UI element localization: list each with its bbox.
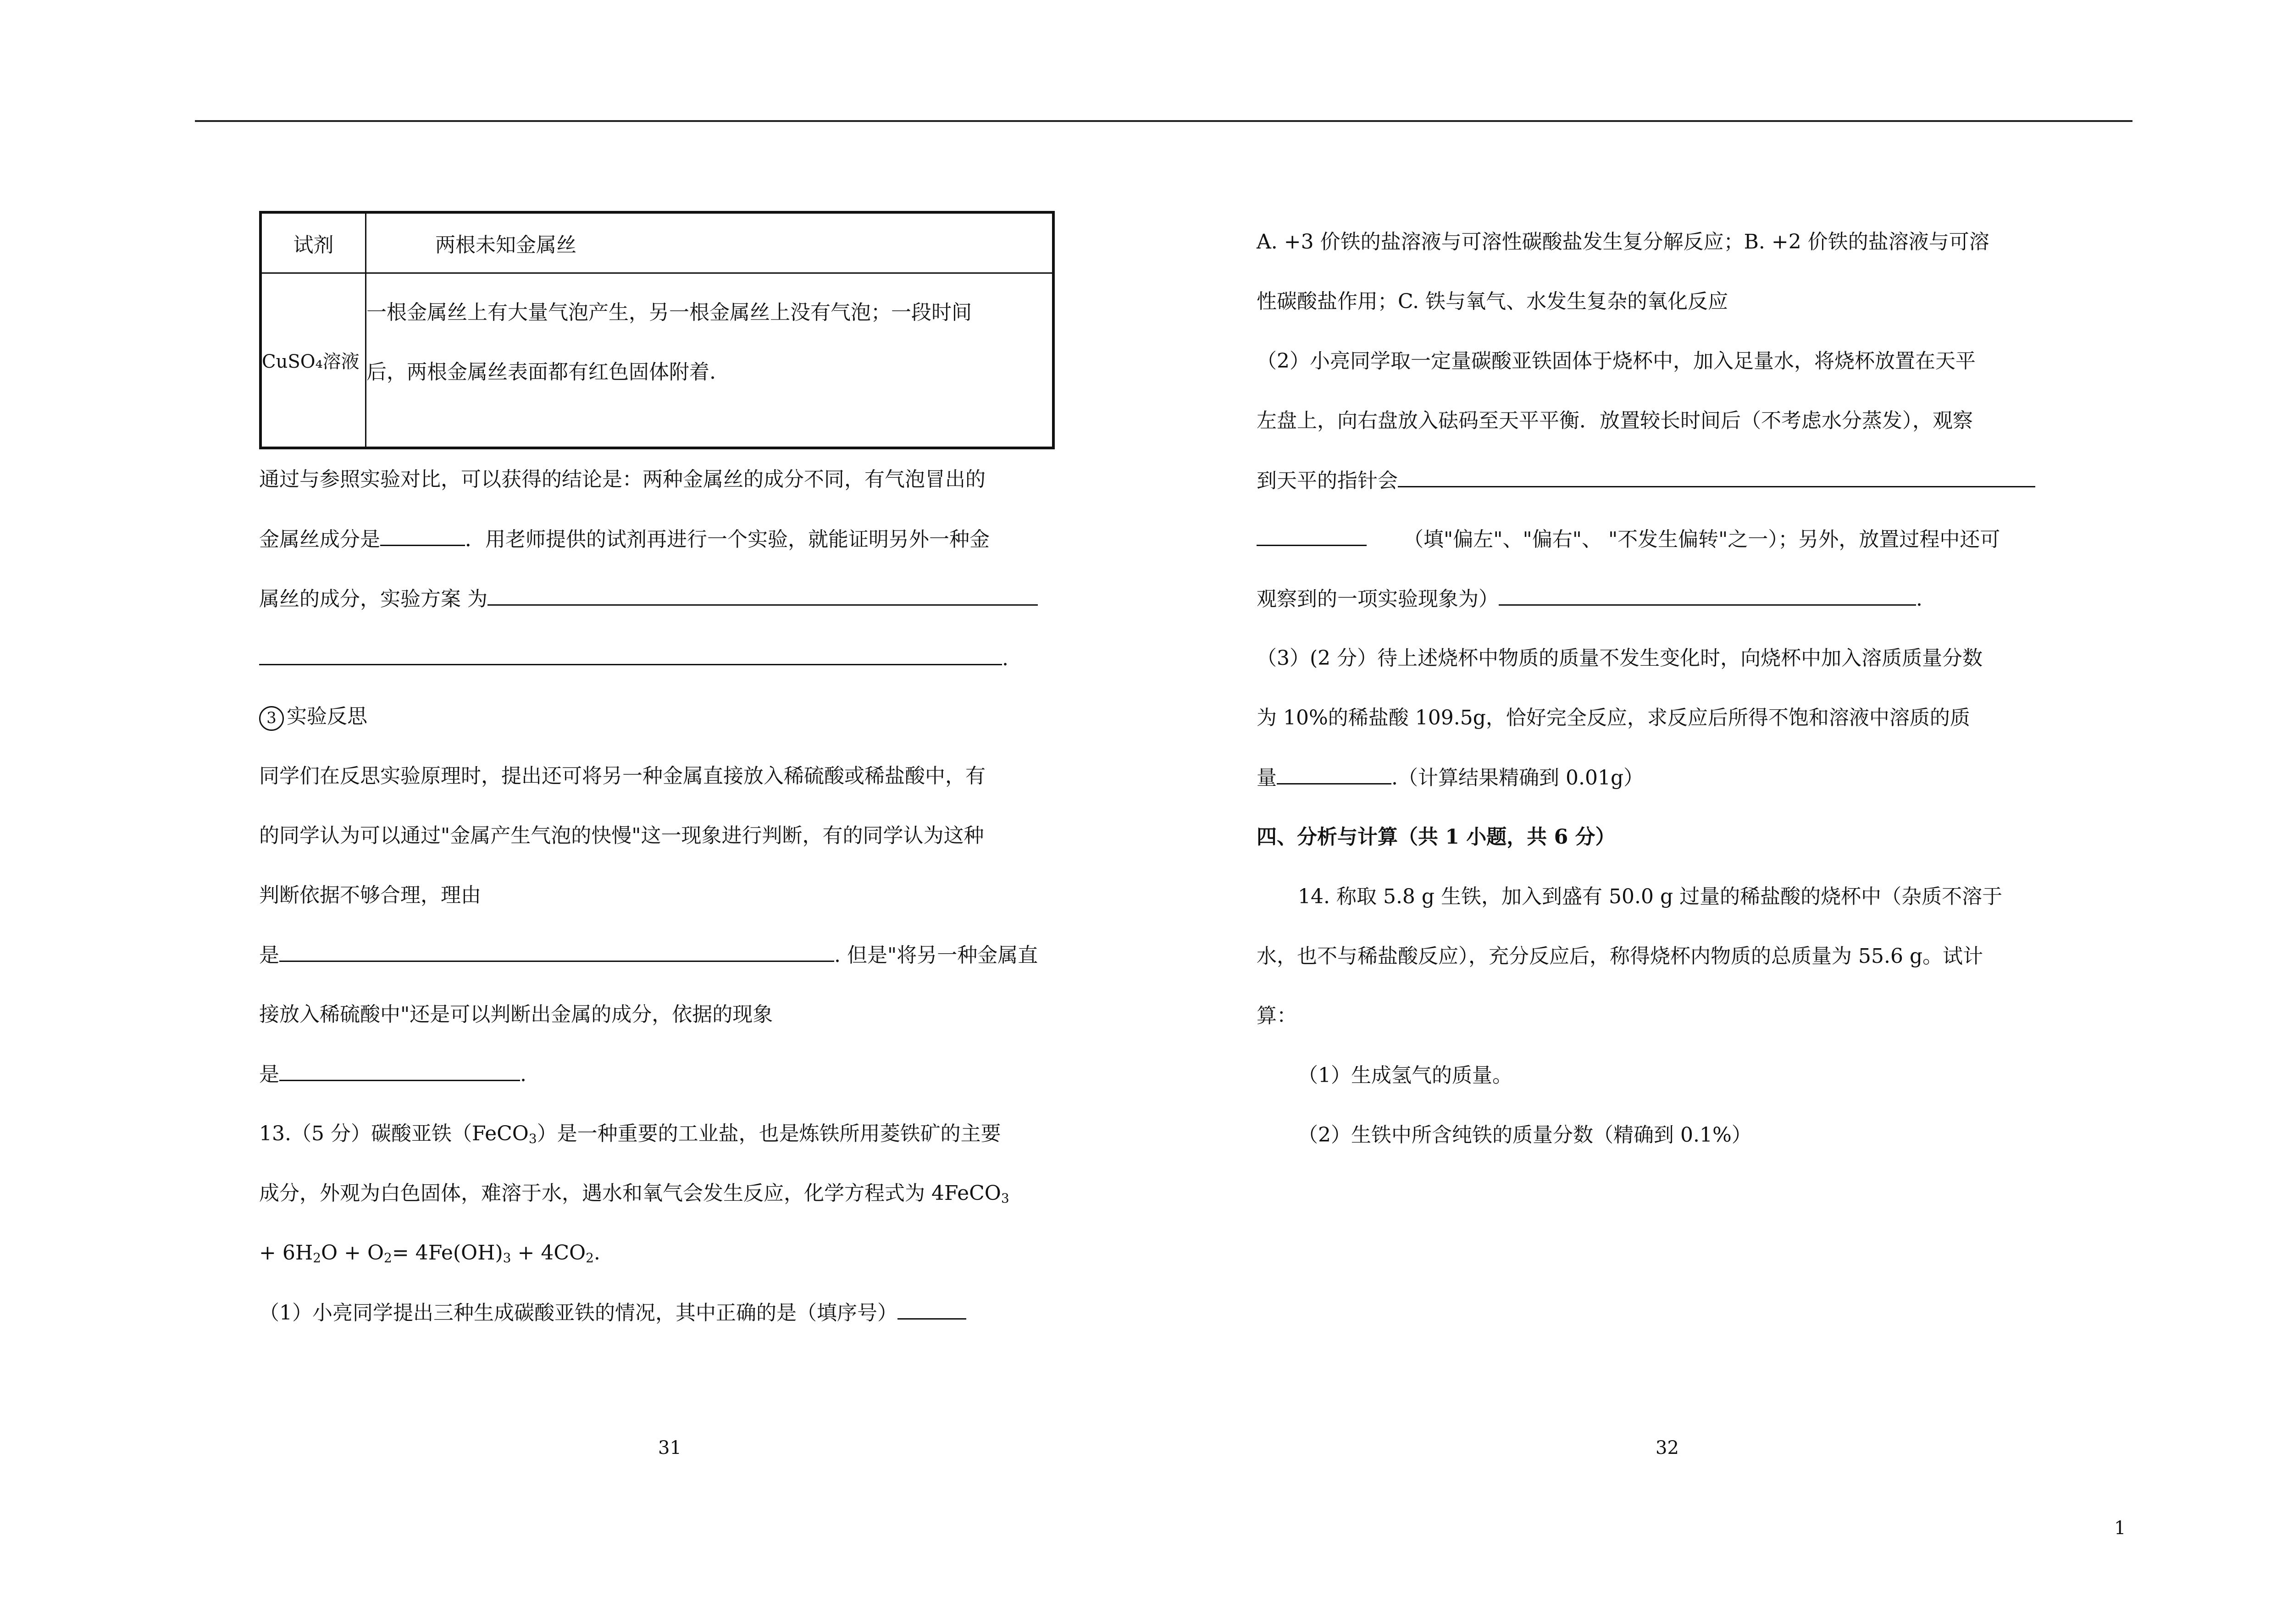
q13-part-a: 13.（5 分）碳酸亚铁（FeCO	[259, 1122, 529, 1145]
right-line-1: A. +3 价铁的盐溶液与可溶性碳酸盐发生复分解反应；B. +2 价铁的盐溶液与可溶	[1257, 230, 1989, 254]
question-14-2: （2）生铁中所含纯铁的质量分数（精确到 0.1%）	[1298, 1123, 1752, 1147]
right-line-5-text: 到天平的指针会	[1257, 469, 1398, 492]
table-header-wires	[366, 212, 1054, 273]
chemical-equation	[259, 1240, 600, 1271]
answer-blank-pointer[interactable]	[1398, 468, 2035, 487]
answer-blank-pointer-cont[interactable]	[1257, 526, 1367, 546]
answer-blank-metal[interactable]	[380, 526, 465, 546]
eq-sub-2c: 2	[586, 1250, 594, 1265]
left-line-2	[259, 526, 990, 552]
left-line-8	[259, 942, 1038, 968]
right-line-7	[1257, 586, 1922, 612]
observation-line-2: 后，两根金属丝表面都有红色固体附着.	[366, 360, 716, 384]
right-line-6-text: （填"偏左"、"偏右"、 "不发生偏转"之一）；另外，放置过程中还可	[1403, 528, 2000, 551]
table-cell-cuso4	[260, 273, 366, 448]
left-line-3-text: 属丝的成分，实验方案 为	[259, 587, 487, 611]
eq-b: O + O	[321, 1241, 384, 1265]
section-4-heading: 四、分析与计算（共 1 小题，共 6 分）	[1257, 825, 1616, 849]
q13-part-b: ）是一种重要的工业盐，也是炼铁所用菱铁矿的主要	[537, 1122, 1001, 1145]
reagent-table	[259, 211, 1055, 449]
eq-e: .	[593, 1241, 600, 1265]
left-line-7: 判断依据不够合理，理由	[259, 884, 481, 907]
answer-blank-phenomenon[interactable]	[279, 1061, 520, 1081]
q13-sub-3b: 3	[1001, 1191, 1009, 1206]
q13-part-c: 成分，外观为白色固体，难溶于水，遇水和氧气会发生反应，化学方程式为 4FeCO	[259, 1182, 1001, 1205]
right-line-2: 性碳酸盐作用；C. 铁与氧气、水发生复杂的氧化反应	[1257, 290, 1728, 313]
answer-blank-observation[interactable]	[1499, 586, 1916, 606]
eq-sub-2a: 2	[313, 1250, 321, 1265]
left-line-8a: 是	[259, 944, 279, 967]
question-14-line-1: 14. 称取 5.8 g 生铁，加入到盛有 50.0 g 过量的稀盐酸的烧杯中（杂质不溶于	[1298, 885, 2003, 908]
left-line-1: 通过与参照实验对比，可以获得的结论是：两种金属丝的成分不同，有气泡冒出的	[259, 468, 986, 491]
right-line-10b: .（计算结果精确到 0.01g）	[1391, 766, 1644, 790]
eq-d: + 4CO	[511, 1241, 586, 1265]
answer-blank-reason[interactable]	[279, 942, 834, 962]
answer-blank-solute-mass[interactable]	[1277, 765, 1391, 784]
answer-blank-plan[interactable]	[487, 586, 1038, 606]
observation-line-1: 一根金属丝上有大量气泡产生，另一根金属丝上没有气泡；一段时间	[366, 300, 972, 324]
q13-1-text: （1）小亮同学提出三种生成碳酸亚铁的情况，其中正确的是（填序号）	[259, 1301, 897, 1325]
section-3-title: 实验反思	[287, 705, 367, 728]
eq-sub-2b: 2	[384, 1250, 392, 1265]
right-line-5	[1257, 468, 2035, 494]
table-header-reagent-text: 试剂	[293, 233, 334, 257]
right-line-10	[1257, 765, 1644, 791]
right-line-8: （3）(2 分）待上述烧杯中物质的质量不发生变化时，向烧杯中加入溶质质量分数	[1257, 646, 1983, 670]
right-line-3: （2）小亮同学取一定量碳酸亚铁固体于烧杯中，加入足量水，将烧杯放置在天平	[1257, 349, 1976, 373]
left-line-8b: . 但是"将另一种金属直	[834, 944, 1038, 967]
q13-sub-3: 3	[528, 1131, 537, 1146]
answer-blank-plan-cont[interactable]	[259, 646, 1002, 665]
left-line-9: 接放入稀硫酸中"还是可以判断出金属的成分，依据的现象	[259, 1003, 773, 1026]
table-cell-observation	[366, 273, 1054, 448]
left-line-4-end: .	[1002, 647, 1008, 670]
question-13-line-2	[259, 1181, 1009, 1211]
left-line-10a: 是	[259, 1063, 279, 1086]
question-14-line-2: 水，也不与稀盐酸反应），充分反应后，称得烧杯内物质的总质量为 55.6 g。试计	[1257, 945, 1983, 968]
left-line-10	[259, 1061, 526, 1088]
top-rule	[195, 120, 2132, 122]
left-line-2a: 金属丝成分是	[259, 528, 380, 551]
page-number-right: 32	[1656, 1437, 1679, 1458]
left-line-3	[259, 586, 1038, 612]
table-cell-cuso4-text: CuSO₄溶液	[262, 351, 360, 372]
right-line-10a: 量	[1257, 766, 1277, 790]
sheet-number: 1	[2114, 1518, 2126, 1539]
left-line-2b: ．用老师提供的试剂再进行一个实验，就能证明另外一种金	[465, 528, 990, 551]
left-line-6: 的同学认为可以通过"金属产生气泡的快慢"这一现象进行判断，有的同学认为这种	[259, 824, 984, 847]
question-14-1: （1）生成氢气的质量。	[1298, 1064, 1512, 1087]
left-line-4	[259, 646, 1008, 672]
eq-sub-3: 3	[503, 1250, 511, 1265]
left-line-5: 同学们在反思实验原理时，提出还可将另一种金属直接放入稀硫酸或稀盐酸中，有	[259, 764, 986, 788]
question-14-line-3: 算：	[1257, 1004, 1297, 1027]
table-header-reagent	[260, 212, 366, 273]
eq-c: = 4Fe(OH)	[392, 1241, 503, 1265]
right-line-7-end: .	[1916, 587, 1922, 611]
eq-a: + 6H	[259, 1241, 313, 1265]
answer-blank-13-1[interactable]	[897, 1300, 966, 1320]
right-line-7-text: 观察到的一项实验现象为）	[1257, 587, 1499, 611]
question-13-1	[259, 1300, 966, 1326]
right-line-6	[1257, 526, 2000, 552]
circled-number-3: 3	[259, 706, 284, 731]
question-13-line-1	[259, 1121, 1001, 1152]
section-3-heading	[259, 704, 367, 731]
right-line-9: 为 10%的稀盐酸 109.5g，恰好完全反应，求反应后所得不饱和溶液中溶质的质	[1257, 706, 1970, 729]
left-line-10b: .	[520, 1063, 526, 1086]
right-line-4: 左盘上，向右盘放入砝码至天平平衡．放置较长时间后（不考虑水分蒸发），观察	[1257, 409, 1973, 432]
page-number-left: 31	[658, 1437, 681, 1458]
table-header-wires-text: 两根未知金属丝	[435, 233, 576, 257]
